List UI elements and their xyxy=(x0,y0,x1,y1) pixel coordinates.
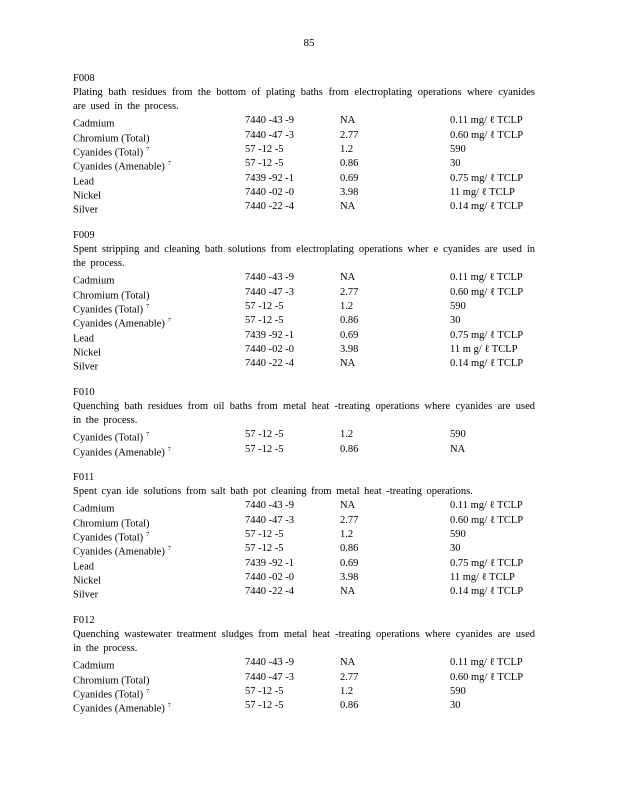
cas-number: 7440 -43 -9 xyxy=(245,500,294,512)
table-row xyxy=(73,656,535,670)
constituent-name: Chromium (Total) xyxy=(73,133,150,145)
wastewater-standard: 2.77 xyxy=(340,286,359,298)
nonwastewater-standard: 11 m g/ ℓ TCLP xyxy=(450,343,518,355)
cas-number: 7440 -02 -0 xyxy=(245,571,294,583)
constituent-name: Chromium (Total) xyxy=(73,518,150,530)
constituent-name: Chromium (Total) xyxy=(73,290,150,302)
wastewater-standard: 0.86 xyxy=(340,700,359,712)
constituent-name: Cyanides (Amenable) $^7$ xyxy=(73,161,171,173)
cas-number: 57 -12 -5 xyxy=(245,543,284,555)
waste-description: Spent stripping and cleaning bath solutions from electroplating operations wher e cyanides are used in the process. xyxy=(73,244,535,270)
constituent-name: Cyanides (Amenable) $^7$ xyxy=(73,546,171,558)
cas-number: 57 -12 -5 xyxy=(245,443,284,455)
footnote-marker: 7 xyxy=(146,146,150,153)
constituent-name: Lead xyxy=(73,176,94,188)
wastewater-standard: NA xyxy=(340,586,356,598)
table-row xyxy=(73,428,535,442)
table-row xyxy=(73,157,535,171)
nonwastewater-standard: 590 xyxy=(450,429,466,441)
cas-number: 7440 -43 -9 xyxy=(245,272,294,284)
constituent-name: Silver xyxy=(73,361,99,373)
table-row xyxy=(73,585,535,599)
nonwastewater-standard: 0.14 mg/ ℓ TCLP xyxy=(450,358,524,370)
cas-number: 7440 -47 -3 xyxy=(245,129,294,141)
constituent-name: Chromium (Total) xyxy=(73,675,150,687)
constituent-name: Lead xyxy=(73,561,94,573)
cas-number: 57 -12 -5 xyxy=(245,300,284,312)
nonwastewater-standard: 0.11 mg/ ℓ TCLP xyxy=(450,115,523,127)
cas-number: 57 -12 -5 xyxy=(245,158,284,170)
constituent-name: Lead xyxy=(73,333,94,345)
constituent-name: Cyanides (Total) $^7$ xyxy=(73,531,150,544)
nonwastewater-standard: 0.60 mg/ ℓ TCLP xyxy=(450,514,524,526)
footnote-marker: 7 xyxy=(146,531,150,538)
table-row xyxy=(73,443,535,457)
wastewater-standard: 0.86 xyxy=(340,315,359,327)
constituent-name: Cadmium xyxy=(73,660,115,672)
wastewater-standard: 0.69 xyxy=(340,557,359,569)
table-row xyxy=(73,300,535,314)
cas-number: 7440 -43 -9 xyxy=(245,657,294,669)
cas-number: 7440 -47 -3 xyxy=(245,671,294,683)
wastewater-standard: 3.98 xyxy=(340,186,359,198)
wastewater-standard: 2.77 xyxy=(340,671,359,683)
footnote-marker: 7 xyxy=(167,546,171,553)
constituent-name: Cyanides (Amenable) $^7$ xyxy=(73,318,171,330)
wastewater-standard: 1.2 xyxy=(340,300,354,312)
cas-number: 7439 -92 -1 xyxy=(245,172,294,184)
wastewater-standard: NA xyxy=(340,358,356,370)
constituent-name: Cadmium xyxy=(73,275,115,287)
table-row xyxy=(73,172,535,186)
wastewater-standard: 1.2 xyxy=(340,143,354,155)
nonwastewater-standard: 590 xyxy=(450,300,466,312)
nonwastewater-standard: 590 xyxy=(450,143,466,155)
waste-section-f012 xyxy=(73,614,535,714)
cas-number: 7440 -02 -0 xyxy=(245,186,294,198)
nonwastewater-standard: 30 xyxy=(450,543,461,555)
table-row xyxy=(73,499,535,513)
wastewater-standard: 3.98 xyxy=(340,571,359,583)
constituent-name: Cadmium xyxy=(73,503,115,515)
wastewater-standard: 0.86 xyxy=(340,158,359,170)
wastewater-standard: 0.86 xyxy=(340,543,359,555)
footnote-marker: 7 xyxy=(167,161,171,168)
nonwastewater-standard: 590 xyxy=(450,685,466,697)
footnote-marker: 7 xyxy=(167,446,171,453)
nonwastewater-standard: 0.60 mg/ ℓ TCLP xyxy=(450,129,524,141)
wastewater-standard: NA xyxy=(340,272,356,284)
cas-number: 57 -12 -5 xyxy=(245,528,284,540)
wastewater-standard: 0.69 xyxy=(340,172,359,184)
constituent-name: Cyanides (Total) $^7$ xyxy=(73,146,150,159)
constituent-name: Nickel xyxy=(73,575,101,587)
wastewater-standard: 1.2 xyxy=(340,685,354,697)
table-row xyxy=(73,571,535,585)
cas-number: 57 -12 -5 xyxy=(245,429,284,441)
waste-section-f008 xyxy=(73,72,535,214)
table-row xyxy=(73,186,535,200)
cas-number: 7440 -02 -0 xyxy=(245,343,294,355)
page-number: 85 xyxy=(303,37,315,49)
constituent-name: Cyanides (Total) $^7$ xyxy=(73,688,150,701)
cas-number: 7440 -47 -3 xyxy=(245,514,294,526)
wastewater-standard: 0.69 xyxy=(340,329,359,341)
cas-number: 7440 -22 -4 xyxy=(245,586,294,598)
table-row xyxy=(73,271,535,285)
waste-code: F010 xyxy=(73,387,95,398)
cas-number: 57 -12 -5 xyxy=(245,315,284,327)
waste-code: F009 xyxy=(73,230,95,241)
table-row xyxy=(73,143,535,157)
table-row xyxy=(73,685,535,699)
nonwastewater-standard: 0.11 mg/ ℓ TCLP xyxy=(450,657,523,669)
waste-section-f009 xyxy=(73,229,535,371)
cas-number: 7439 -92 -1 xyxy=(245,557,294,569)
nonwastewater-standard: 0.75 mg/ ℓ TCLP xyxy=(450,557,524,569)
wastewater-standard: NA xyxy=(340,201,356,213)
wastewater-standard: 1.2 xyxy=(340,528,354,540)
cas-number: 57 -12 -5 xyxy=(245,143,284,155)
nonwastewater-standard: 30 xyxy=(450,315,461,327)
wastewater-standard: 2.77 xyxy=(340,514,359,526)
cas-number: 7440 -43 -9 xyxy=(245,115,294,127)
nonwastewater-standard: 11 mg/ ℓ TCLP xyxy=(450,571,515,583)
nonwastewater-standard: 590 xyxy=(450,528,466,540)
nonwastewater-standard: 0.14 mg/ ℓ TCLP xyxy=(450,586,524,598)
nonwastewater-standard: 0.14 mg/ ℓ TCLP xyxy=(450,201,524,213)
constituent-name: Silver xyxy=(73,589,99,601)
table-row xyxy=(73,528,535,542)
table-row xyxy=(73,699,535,713)
waste-code: F008 xyxy=(73,73,95,84)
waste-description: Quenching wastewater treatment sludges from metal heat -treating operations where cyanides are used in the process. xyxy=(73,629,535,655)
waste-section-f011 xyxy=(73,471,535,599)
wastewater-standard: NA xyxy=(340,657,356,669)
table-row xyxy=(73,357,535,371)
nonwastewater-standard: 0.75 mg/ ℓ TCLP xyxy=(450,172,524,184)
table-row xyxy=(73,314,535,328)
constituent-name: Cyanides (Total) $^7$ xyxy=(73,432,150,444)
cas-number: 57 -12 -5 xyxy=(245,700,284,712)
constituent-name: Silver xyxy=(73,204,99,216)
footnote-marker: 7 xyxy=(146,432,150,439)
footnote-marker: 7 xyxy=(167,703,171,710)
waste-description: Spent cyan ide solutions from salt bath pot cleaning from metal heat -treating operations. xyxy=(73,486,473,498)
wastewater-standard: NA xyxy=(340,500,356,512)
table-row xyxy=(73,542,535,556)
cas-number: 7440 -22 -4 xyxy=(245,201,294,213)
wastewater-standard: NA xyxy=(340,115,356,127)
waste-section-f010 xyxy=(73,386,535,457)
table-row xyxy=(73,343,535,357)
constituent-name: Cyanides (Amenable) $^7$ xyxy=(73,446,171,459)
nonwastewater-standard: NA xyxy=(450,443,466,455)
footnote-marker: 7 xyxy=(146,688,150,695)
wastewater-standard: 2.77 xyxy=(340,129,359,141)
nonwastewater-standard: 30 xyxy=(450,700,461,712)
cas-number: 7440 -22 -4 xyxy=(245,358,294,370)
nonwastewater-standard: 0.11 mg/ ℓ TCLP xyxy=(450,272,523,284)
constituent-name: Cadmium xyxy=(73,118,115,130)
table-row xyxy=(73,671,535,685)
table-row xyxy=(73,286,535,300)
nonwastewater-standard: 0.60 mg/ ℓ TCLP xyxy=(450,286,524,298)
table-row xyxy=(73,514,535,528)
table-row xyxy=(73,329,535,343)
table-row xyxy=(73,129,535,143)
table-row xyxy=(73,114,535,128)
table-row xyxy=(73,200,535,214)
waste-code: F011 xyxy=(73,472,95,483)
nonwastewater-standard: 0.75 mg/ ℓ TCLP xyxy=(450,329,524,341)
cas-number: 7440 -47 -3 xyxy=(245,286,294,298)
nonwastewater-standard: 30 xyxy=(450,158,461,170)
wastewater-standard: 0.86 xyxy=(340,443,359,455)
waste-code: F012 xyxy=(73,615,95,626)
nonwastewater-standard: 11 mg/ ℓ TCLP xyxy=(450,186,515,198)
footnote-marker: 7 xyxy=(146,303,150,310)
wastewater-standard: 3.98 xyxy=(340,343,359,355)
constituent-name: Nickel xyxy=(73,190,101,202)
footnote-marker: 7 xyxy=(167,318,171,325)
constituent-name: Cyanides (Total) $^7$ xyxy=(73,303,150,316)
nonwastewater-standard: 0.60 mg/ ℓ TCLP xyxy=(450,671,524,683)
nonwastewater-standard: 0.11 mg/ ℓ TCLP xyxy=(450,500,523,512)
waste-description: Quenching bath residues from oil baths from metal heat -treating operations where cyanides are used in the process. xyxy=(73,401,535,427)
cas-number: 7439 -92 -1 xyxy=(245,329,294,341)
waste-description: Plating bath residues from the bottom of plating baths from electroplating operations where cyanides are used in the process. xyxy=(73,87,535,113)
table-row xyxy=(73,557,535,571)
cas-number: 57 -12 -5 xyxy=(245,685,284,697)
wastewater-standard: 1.2 xyxy=(340,429,354,441)
constituent-name: Nickel xyxy=(73,347,101,359)
constituent-name: Cyanides (Amenable) $^7$ xyxy=(73,703,171,715)
